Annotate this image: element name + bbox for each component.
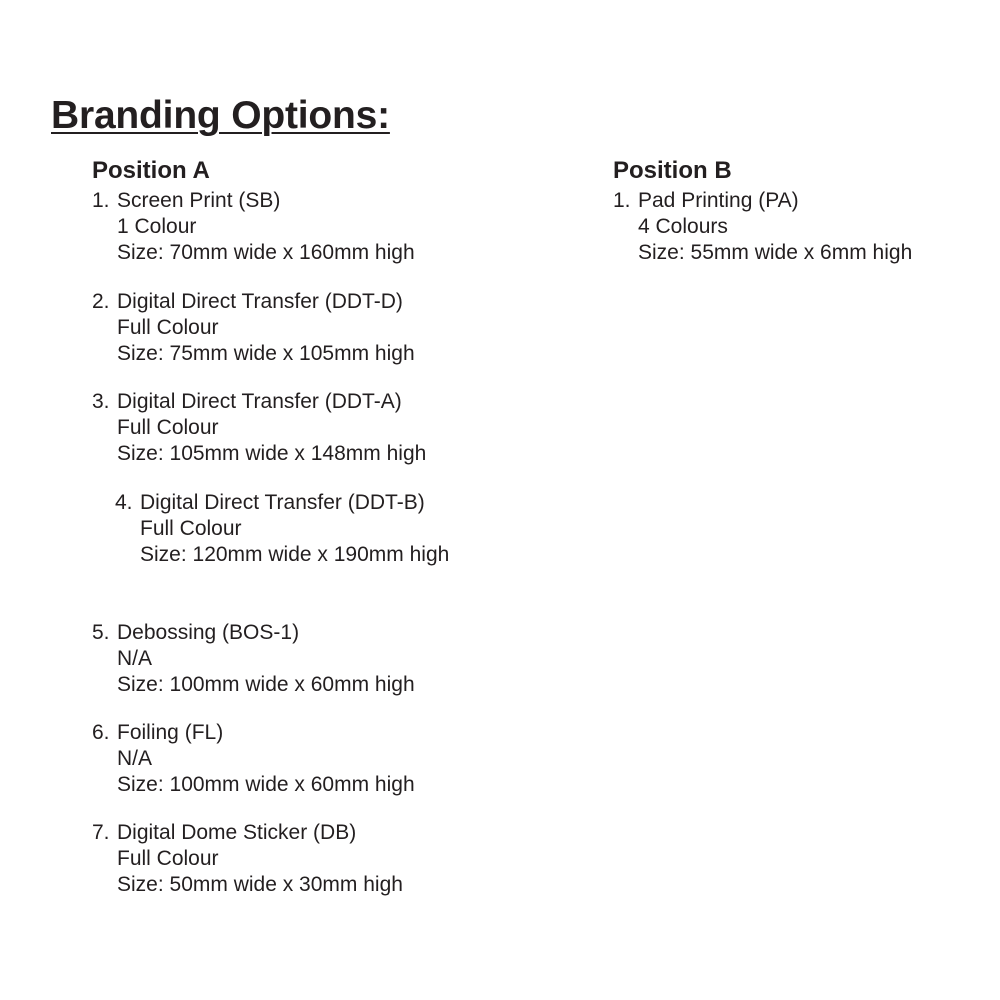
position-a-heading: Position A <box>92 157 210 184</box>
option-number: 6. <box>92 721 110 744</box>
option-name: Screen Print (SB) <box>117 189 281 212</box>
option-size: Size: 100mm wide x 60mm high <box>117 673 415 696</box>
option-size: Size: 70mm wide x 160mm high <box>117 241 415 264</box>
page-title: Branding Options: <box>51 94 390 137</box>
position-a-option-7 <box>92 820 403 898</box>
option-number: 5. <box>92 621 110 644</box>
option-name: Digital Direct Transfer (DDT-B) <box>140 491 425 514</box>
option-size: Size: 55mm wide x 6mm high <box>638 241 913 264</box>
position-a-option-2 <box>92 289 415 367</box>
option-number: 1. <box>613 189 631 212</box>
position-b-option-1 <box>613 188 912 266</box>
option-colour: Full Colour <box>117 416 219 439</box>
option-colour: Full Colour <box>140 517 242 540</box>
position-a-option-1 <box>92 188 415 266</box>
option-size: Size: 120mm wide x 190mm high <box>140 543 450 566</box>
option-name: Digital Dome Sticker (DB) <box>117 821 357 844</box>
option-number: 7. <box>92 821 110 844</box>
position-b-heading: Position B <box>613 157 732 184</box>
option-colour: 1 Colour <box>117 215 197 238</box>
position-a-option-3 <box>92 389 426 467</box>
option-name: Digital Direct Transfer (DDT-D) <box>117 290 403 313</box>
option-colour: Full Colour <box>117 316 219 339</box>
option-name: Foiling (FL) <box>117 721 224 744</box>
option-size: Size: 50mm wide x 30mm high <box>117 873 403 896</box>
option-number: 3. <box>92 390 110 413</box>
option-name: Debossing (BOS-1) <box>117 621 300 644</box>
option-name: Pad Printing (PA) <box>638 189 799 212</box>
option-number: 1. <box>92 189 110 212</box>
option-colour: Full Colour <box>117 847 219 870</box>
option-size: Size: 75mm wide x 105mm high <box>117 342 415 365</box>
option-size: Size: 100mm wide x 60mm high <box>117 773 415 796</box>
position-a-option-4 <box>115 490 449 568</box>
option-size: Size: 105mm wide x 148mm high <box>117 442 427 465</box>
option-colour: N/A <box>117 747 153 770</box>
option-number: 4. <box>115 491 133 514</box>
option-number: 2. <box>92 290 110 313</box>
position-a-option-6 <box>92 720 415 798</box>
option-colour: N/A <box>117 647 153 670</box>
option-colour: 4 Colours <box>638 215 728 238</box>
option-name: Digital Direct Transfer (DDT-A) <box>117 390 402 413</box>
position-a-option-5 <box>92 620 415 698</box>
